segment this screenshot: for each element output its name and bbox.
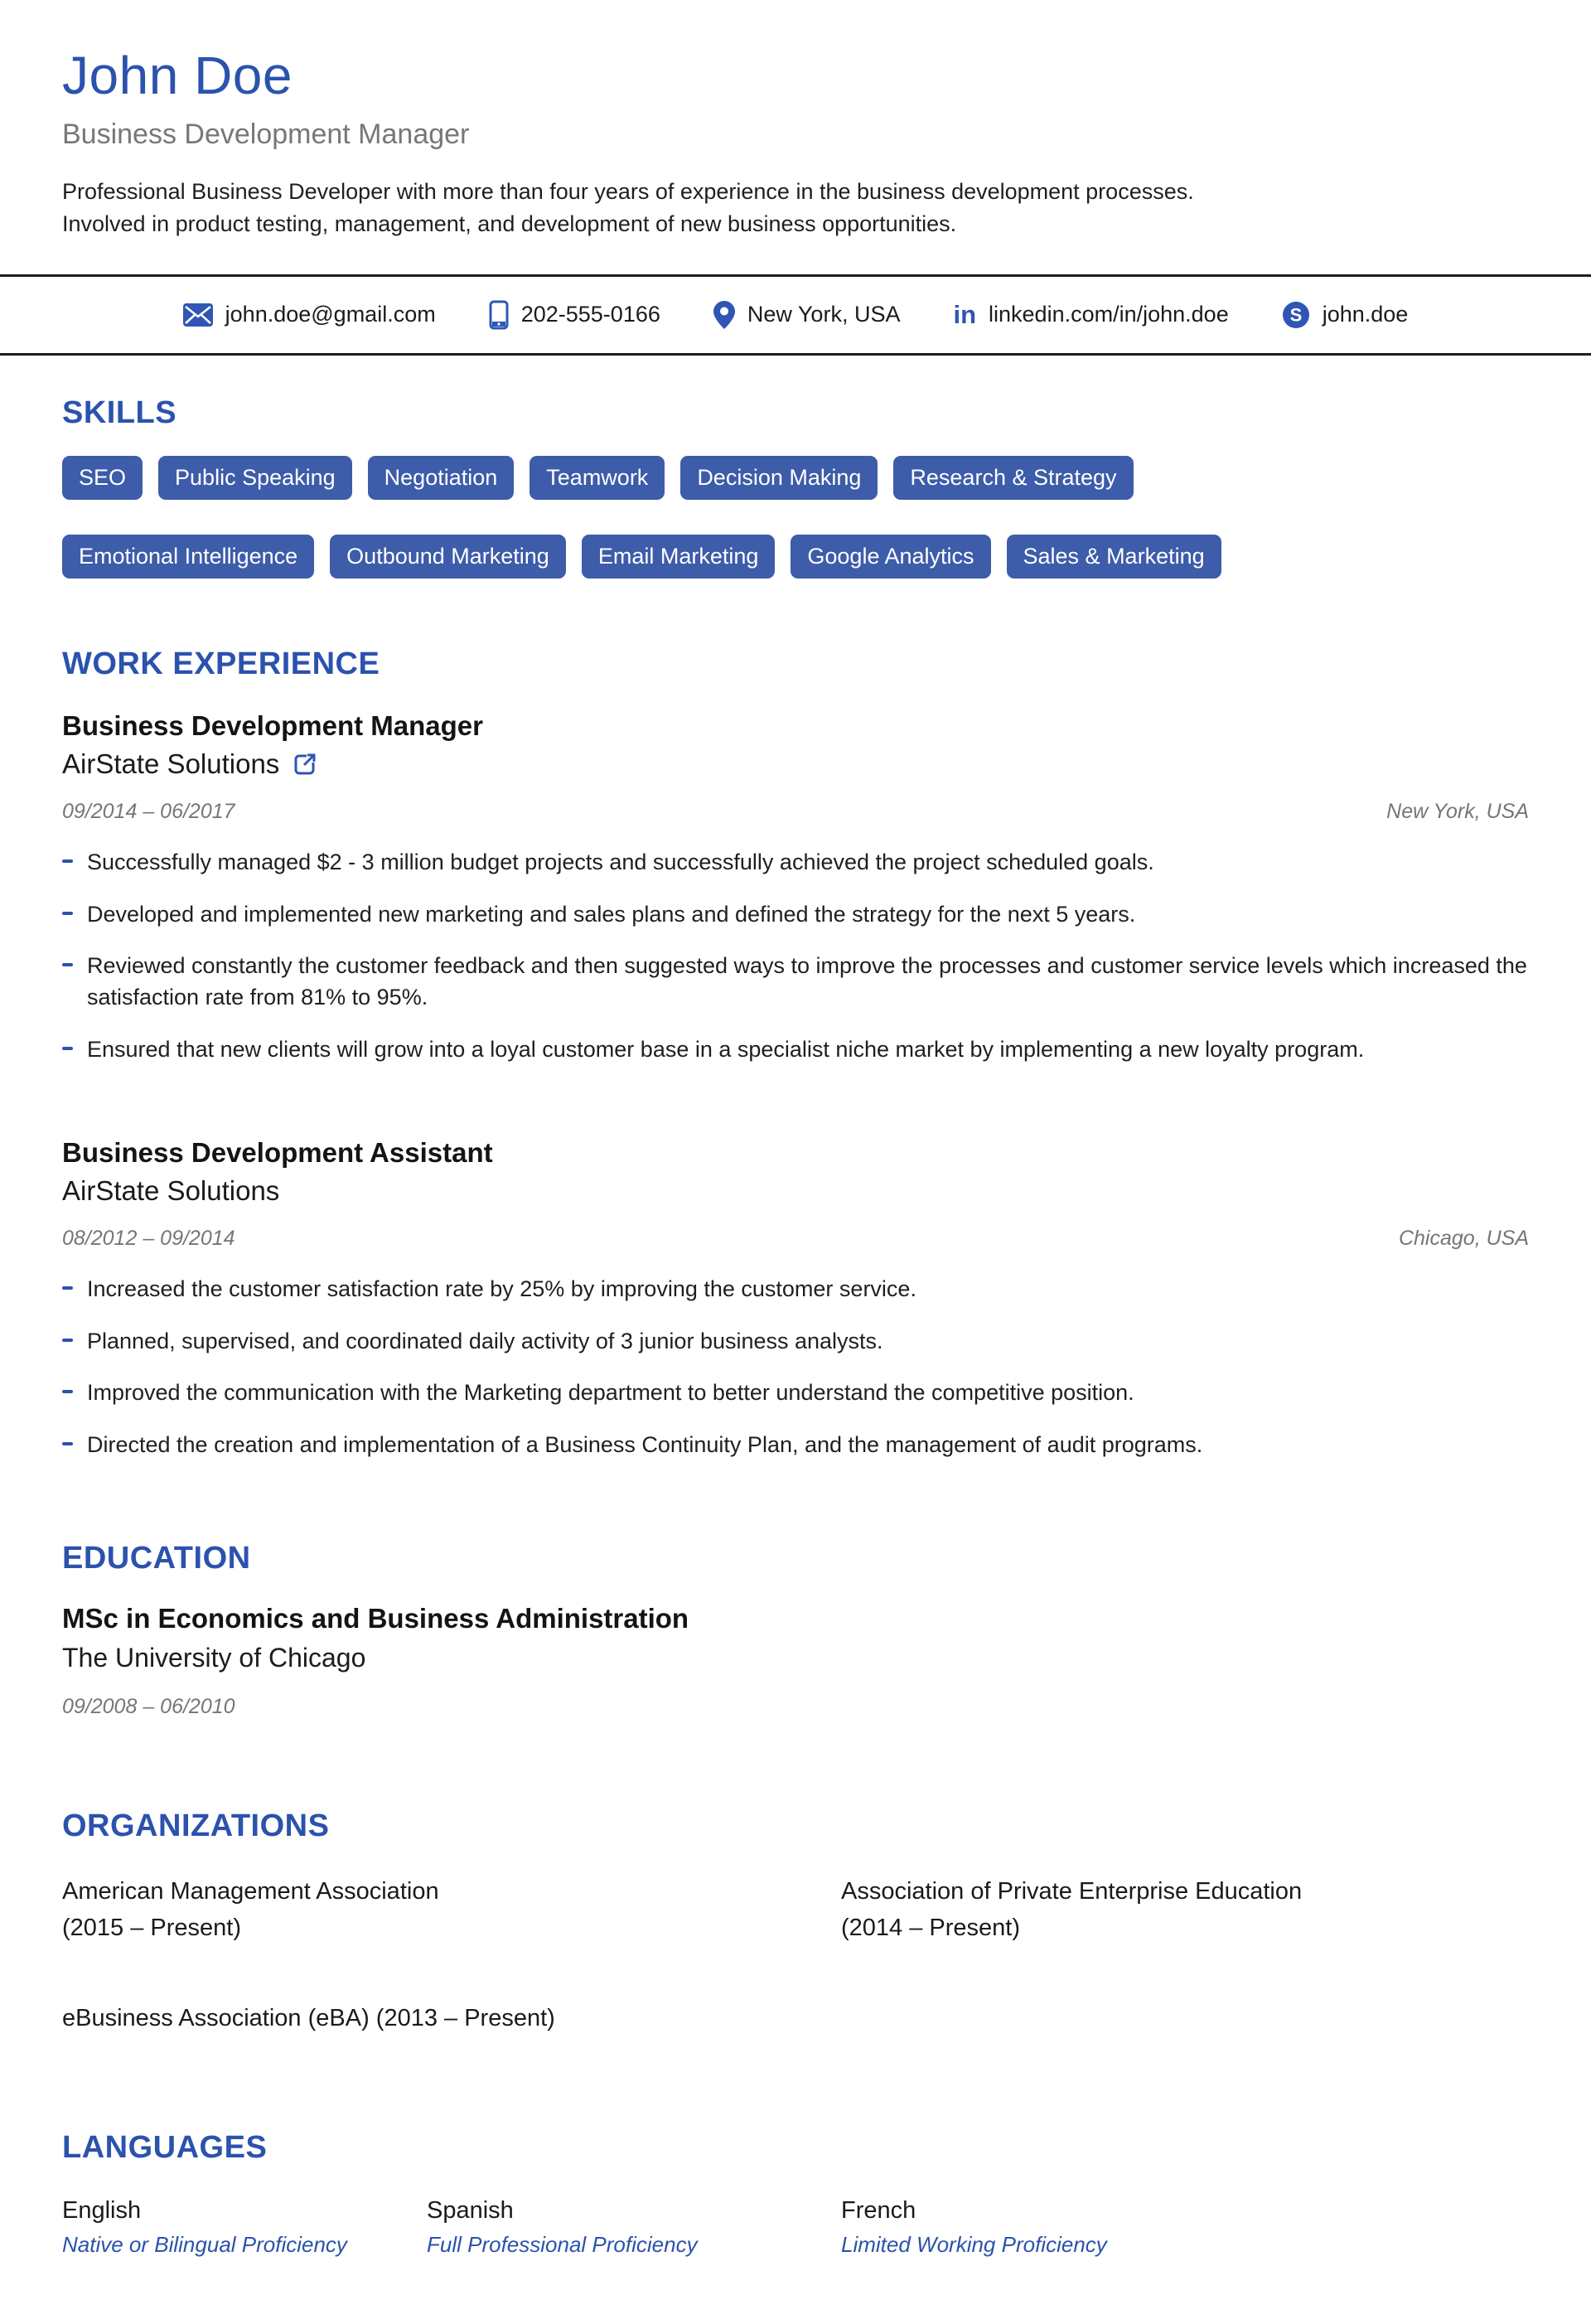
linkedin-icon: in — [953, 300, 977, 330]
bullet-dash-icon — [62, 1339, 73, 1342]
skills-section — [0, 395, 1591, 579]
organizations-section — [0, 1808, 1591, 2037]
skill-badge: Decision Making — [680, 456, 878, 500]
skill-badge: Email Marketing — [582, 535, 776, 579]
skill-badge: Negotiation — [368, 456, 515, 500]
contact-linkedin[interactable] — [953, 300, 1229, 330]
languages-section — [0, 2130, 1591, 2324]
bullet-dash-icon — [62, 1047, 73, 1050]
skill-badge: Research & Strategy — [893, 456, 1133, 500]
job-bullet-text: Successfully managed $2 - 3 million budget projects and successfully achieved the project scheduled goals. — [87, 849, 1154, 874]
professional-summary — [62, 176, 1529, 240]
job-bullet — [62, 847, 1529, 879]
job-location: Chicago, USA — [1398, 1226, 1529, 1250]
language-item — [841, 2197, 1529, 2258]
phone-icon — [489, 300, 509, 330]
organization-name: Association of Private Enterprise Education — [841, 1878, 1303, 1905]
work-experience-heading: WORK EXPERIENCE — [62, 646, 380, 681]
contact-email[interactable] — [183, 302, 436, 327]
organization-item — [841, 1874, 1529, 1946]
education-period: 09/2008 – 06/2010 — [62, 1695, 235, 1719]
job-period: 09/2014 – 06/2017 — [62, 799, 235, 823]
skills-heading: SKILLS — [62, 395, 177, 430]
skype-icon — [1282, 301, 1310, 329]
resume-header — [0, 0, 1591, 240]
job-bullets — [62, 847, 1529, 1066]
language-proficiency: Limited Working Proficiency — [841, 2231, 1107, 2257]
job-bullet — [62, 1326, 1529, 1358]
bullet-dash-icon — [62, 1390, 73, 1393]
work-experience-section — [0, 646, 1591, 1461]
organization-period: (2015 – Present) — [62, 1914, 242, 1941]
education-heading: EDUCATION — [62, 1541, 251, 1576]
language-name: French — [841, 2196, 916, 2224]
contact-location — [713, 301, 901, 329]
language-proficiency: Native or Bilingual Proficiency — [62, 2231, 347, 2257]
job-bullet — [62, 1274, 1529, 1305]
job-bullet — [62, 1034, 1529, 1066]
job-bullet — [62, 951, 1529, 1014]
language-item — [62, 2197, 427, 2258]
skill-badge: Teamwork — [530, 456, 665, 500]
contact-skype-value: john.doe — [1322, 302, 1409, 327]
bullet-dash-icon — [62, 912, 73, 915]
job-period: 08/2012 – 09/2014 — [62, 1226, 235, 1250]
language-name: English — [62, 2196, 142, 2224]
contact-email-value: john.doe@gmail.com — [225, 302, 436, 327]
skill-badge: Google Analytics — [791, 535, 990, 579]
organization-period: (2014 – Present) — [841, 1914, 1021, 1941]
skill-badge: SEO — [62, 456, 143, 500]
email-icon — [183, 303, 213, 327]
svg-text:S: S — [1289, 304, 1303, 326]
bullet-dash-icon — [62, 1286, 73, 1290]
location-pin-icon — [713, 301, 735, 329]
summary-line: Involved in product testing, management, and development of new business opportunities. — [62, 211, 957, 236]
external-link-icon[interactable] — [293, 752, 317, 777]
job-bullet — [62, 899, 1529, 931]
languages-heading: LANGUAGES — [62, 2129, 268, 2165]
job-bullet-text: Reviewed constantly the customer feedback and then suggested ways to improve the processes and customer service levels which increased the satisfaction rate from 81% to 95%. — [87, 953, 1527, 1010]
job-bullet — [62, 1430, 1529, 1461]
contact-bar — [0, 274, 1591, 356]
skill-badges — [62, 456, 1529, 579]
job-bullet-text: Directed the creation and implementation of a Business Continuity Plan, and the management of audit programs. — [87, 1432, 1203, 1458]
organization-item — [62, 1874, 841, 1946]
organization-item — [62, 2001, 841, 2037]
job-company: AirState Solutions — [62, 1174, 280, 1206]
person-name: John Doe — [62, 46, 293, 105]
skill-badge: Public Speaking — [158, 456, 352, 500]
skill-badge: Sales & Marketing — [1007, 535, 1221, 579]
contact-location-value: New York, USA — [747, 302, 901, 327]
job-company: AirState Solutions — [62, 748, 280, 779]
job-bullet — [62, 1377, 1529, 1409]
job-title: Business Development Manager — [62, 709, 483, 741]
contact-phone-value: 202-555-0166 — [520, 302, 660, 327]
contact-linkedin-value: linkedin.com/in/john.doe — [989, 302, 1229, 327]
education-degree: MSc in Economics and Business Administration — [62, 1603, 689, 1634]
contact-phone[interactable] — [489, 300, 660, 330]
skill-badge: Outbound Marketing — [330, 535, 566, 579]
bullet-dash-icon — [62, 859, 73, 863]
job-bullet-text: Planned, supervised, and coordinated daily activity of 3 junior business analysts. — [87, 1328, 883, 1353]
job-title: Business Development Assistant — [62, 1136, 493, 1168]
person-headline: Business Development Manager — [62, 119, 470, 151]
language-item — [427, 2197, 841, 2258]
skill-badge: Emotional Intelligence — [62, 535, 314, 579]
organization-name: American Management Association — [62, 1878, 439, 1905]
job-entry — [62, 710, 1529, 1066]
job-bullet-text: Increased the customer satisfaction rate by 25% by improving the customer service. — [87, 1276, 916, 1301]
organization-name: eBusiness Association (eBA) (2013 – Present) — [62, 2005, 555, 2032]
job-entry — [62, 1137, 1529, 1461]
bullet-dash-icon — [62, 1442, 73, 1445]
bullet-dash-icon — [62, 963, 73, 966]
education-school: The University of Chicago — [62, 1643, 366, 1673]
organizations-heading: ORGANIZATIONS — [62, 1808, 330, 1844]
job-bullet-text: Ensured that new clients will grow into a loyal customer base in a specialist niche market by implementing a new loyalty program. — [87, 1037, 1365, 1063]
job-bullet-text: Improved the communication with the Marketing department to better understand the competitive position. — [87, 1380, 1134, 1406]
language-name: Spanish — [427, 2196, 514, 2224]
job-bullets — [62, 1274, 1529, 1461]
job-location: New York, USA — [1386, 799, 1529, 823]
summary-line: Professional Business Developer with more than four years of experience in the business development processes. — [62, 179, 1194, 205]
job-bullet-text: Developed and implemented new marketing and sales plans and defined the strategy for the next 5 years. — [87, 901, 1136, 927]
contact-skype[interactable] — [1282, 301, 1409, 329]
education-section — [0, 1541, 1591, 1719]
language-proficiency: Full Professional Proficiency — [427, 2231, 698, 2257]
